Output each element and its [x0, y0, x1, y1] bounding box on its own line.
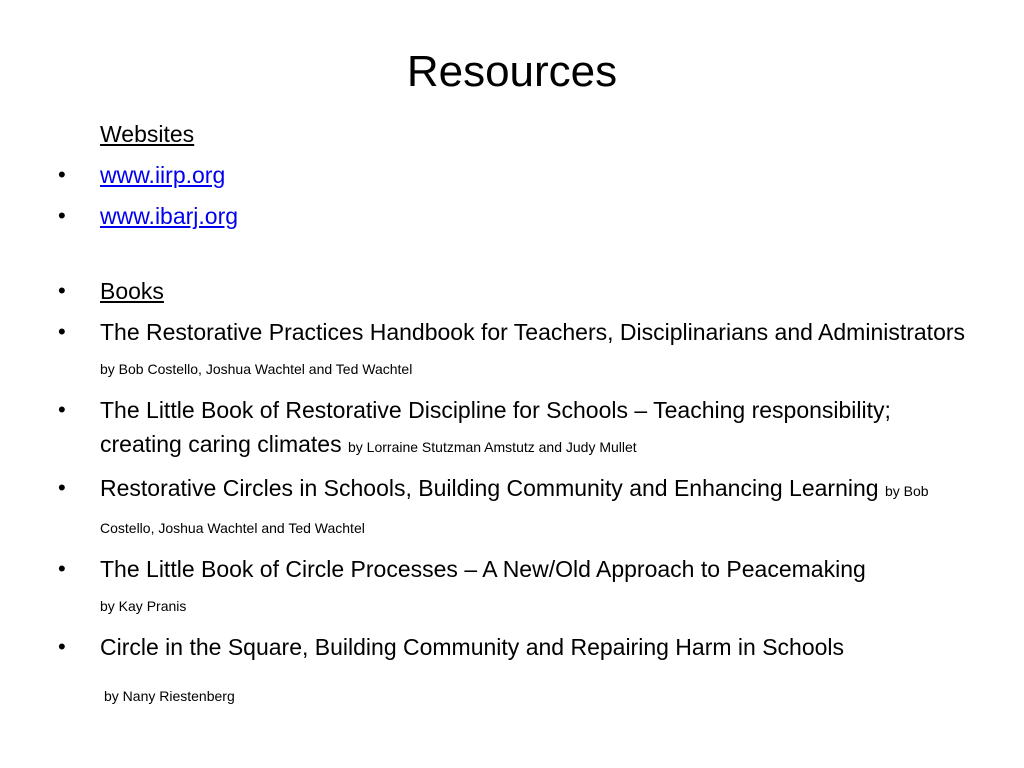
book-title: The Restorative Practices Handbook for Teachers, Disciplinarians and Administrators	[100, 319, 966, 345]
book-title: Restorative Circles in Schools, Building Community and Enhancing Learning	[100, 475, 879, 501]
list-item-website	[58, 199, 978, 233]
website-link-iirp[interactable]: www.iirp.org	[100, 162, 226, 188]
bullet-icon: •	[58, 203, 66, 228]
bullet-icon: •	[58, 319, 66, 344]
book-title: The Little Book of Circle Processes – A New/Old Approach to Peacemaking	[100, 556, 866, 582]
spacer	[58, 240, 978, 274]
book-author: by Bob Costello, Joshua Wachtel and Ted Wachtel	[100, 483, 929, 536]
list-item-book	[58, 393, 978, 464]
books-heading-row	[58, 274, 978, 308]
websites-heading-row	[58, 117, 978, 151]
resource-list	[58, 117, 978, 706]
list-item-book	[58, 630, 978, 664]
list-item-book	[58, 315, 978, 386]
bullet-icon: •	[58, 397, 66, 422]
bullet-icon: •	[58, 162, 66, 187]
slide-title: Resources	[406, 47, 618, 96]
websites-heading: Websites	[100, 121, 195, 147]
list-item-website	[58, 158, 978, 192]
website-link-ibarj[interactable]: www.ibarj.org	[100, 203, 239, 229]
bullet-icon: •	[58, 556, 66, 581]
books-heading: Books	[100, 278, 164, 304]
bullet-icon: •	[58, 475, 66, 500]
bullet-icon: •	[58, 278, 66, 303]
book-author: by Lorraine Stutzman Amstutz and Judy Mullet	[348, 439, 637, 455]
list-item-book	[58, 471, 978, 545]
book-author: by Bob Costello, Joshua Wachtel and Ted Wachtel	[100, 361, 413, 377]
book-author: by Nany Riestenberg	[104, 688, 235, 704]
book-author: by Kay Pranis	[100, 598, 187, 614]
list-item-book	[58, 552, 978, 623]
bullet-icon: •	[58, 634, 66, 659]
book-title: The Little Book of Restorative Discipline for Schools – Teaching responsibility; creating caring climates	[100, 397, 891, 457]
book-title: Circle in the Square, Building Community and Repairing Harm in Schools	[100, 634, 845, 660]
